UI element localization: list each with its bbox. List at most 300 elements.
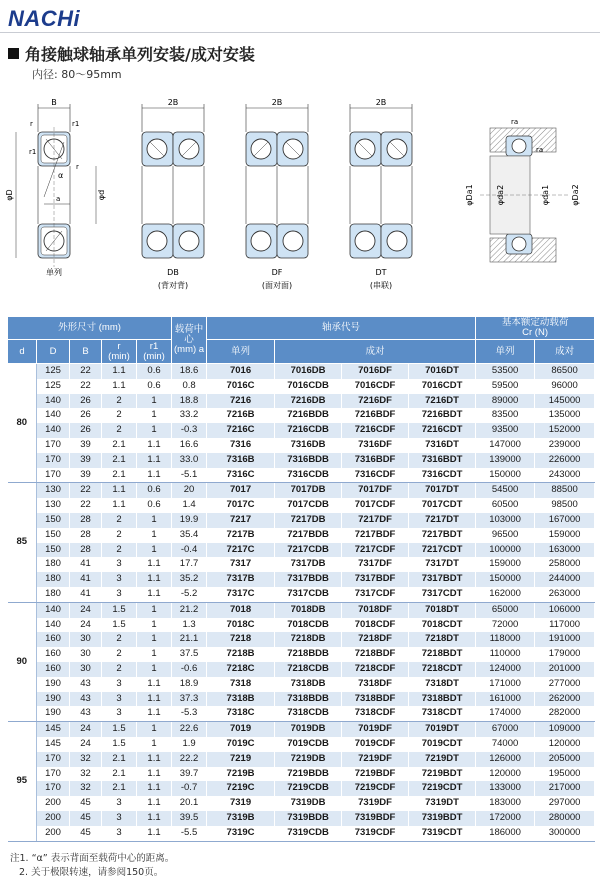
table-row [8,811,595,826]
table-cell: 7319 [207,796,275,811]
table-cell: 22 [70,379,102,394]
table-cell: -5.5 [172,826,207,841]
table-cell: 7318B [207,692,275,707]
table-cell: 200 [37,796,70,811]
table-cell: 33.0 [172,453,207,468]
table-cell: 7316BDF [342,453,409,468]
table-cell: 200 [37,811,70,826]
table-row [8,781,595,796]
table-cell: 7017C [207,498,275,513]
table-cell: 7018CDF [342,618,409,633]
table-cell: 7218CDB [275,662,342,677]
table-cell: 1 [137,423,172,438]
table-cell: 43 [70,677,102,692]
table-row [8,453,595,468]
table-cell: 7016 [207,364,275,379]
table-cell: 7217C [207,543,275,558]
table-cell: -0.6 [172,662,207,677]
table-cell: 32 [70,752,102,767]
table-cell: 67000 [476,722,535,737]
table-cell: 2 [102,423,137,438]
table-cell: 20 [172,483,207,498]
table-cell: 7017DB [275,483,342,498]
table-cell: 145 [37,737,70,752]
table-cell: 39 [70,453,102,468]
table-cell: 7017 [207,483,275,498]
table-cell: 280000 [535,811,595,826]
table-cell: 3 [102,826,137,841]
single-r1-label: r1 [72,120,80,128]
table-cell: 22.6 [172,722,207,737]
table-cell: 24 [70,602,102,617]
table-cell: 140 [37,618,70,633]
table-cell: 7218 [207,632,275,647]
table-cell: 7216C [207,423,275,438]
table-cell: 125 [37,364,70,379]
table-cell: 200 [37,826,70,841]
table-cell: 118000 [476,632,535,647]
table-cell: 0.6 [137,379,172,394]
header-r-text: r [117,340,121,352]
table-cell: 7219CDF [342,781,409,796]
single-caption: 单列 [46,268,62,277]
table-cell: 1.1 [137,767,172,782]
mount-phida1-label: φda1 [541,184,550,206]
table-cell: 37.5 [172,647,207,662]
table-cell: 26 [70,394,102,409]
table-cell: 110000 [476,647,535,662]
table-cell: 7218CDF [342,662,409,677]
table-cell: 7317CDB [275,587,342,602]
table-row [8,602,595,617]
single-phiD-label: φD [5,189,14,201]
table-cell: 7016C [207,379,275,394]
table-cell: 1.1 [137,826,172,841]
table-cell: 1 [137,408,172,423]
table-cell: 7317DF [342,557,409,572]
table-cell: 7216BDB [275,408,342,423]
table-cell: 1.1 [137,572,172,587]
table-cell: 7217CDT [409,543,476,558]
table-cell: 7018DB [275,602,342,617]
table-cell: 7216CDT [409,423,476,438]
page-subtitle: 内径: 80～95mm [32,68,122,81]
table-cell: 7319DF [342,796,409,811]
table-cell: 1.1 [137,692,172,707]
table-cell: -5.1 [172,468,207,483]
table-cell: 159000 [476,557,535,572]
table-cell: 106000 [535,602,595,617]
table-cell: 183000 [476,796,535,811]
table-row [8,528,595,543]
table-cell: 1 [137,618,172,633]
table-cell: 7317B [207,572,275,587]
table-cell: 125 [37,379,70,394]
table-cell: 163000 [535,543,595,558]
table-cell: 7017DT [409,483,476,498]
table-cell: 7316BDT [409,453,476,468]
dt-caption: DT [375,268,387,277]
table-row [8,498,595,513]
table-cell: 19.9 [172,513,207,528]
table-cell: 1.1 [137,811,172,826]
table-cell: 18.6 [172,364,207,379]
table-cell: 7019DT [409,722,476,737]
table-cell: 7316B [207,453,275,468]
table-cell: 1.5 [102,722,137,737]
table-cell: 7316CDT [409,468,476,483]
table-cell: 7016DB [275,364,342,379]
table-cell: 35.4 [172,528,207,543]
table-cell: 7219 [207,752,275,767]
table-cell: 7317 [207,557,275,572]
table-cell: 217000 [535,781,595,796]
table-cell: 7318BDF [342,692,409,707]
single-a-label: a [56,195,61,203]
table-cell: -0.4 [172,543,207,558]
table-cell: 7019CDF [342,737,409,752]
table-cell: 7319BDF [342,811,409,826]
table-cell: 7019DF [342,722,409,737]
dt-pair-diagram [350,98,412,290]
table-cell: 1.1 [137,438,172,453]
table-cell: 7316DF [342,438,409,453]
dt-subcaption: (串联) [369,281,393,290]
table-cell: 7318CDT [409,706,476,721]
table-cell: 243000 [535,468,595,483]
table-cell: 162000 [476,587,535,602]
db-subcaption: (背对背) [157,281,189,290]
table-row [8,468,595,483]
mount-ra-side-label: ra [536,146,544,154]
table-cell: 7318DB [275,677,342,692]
page-title-text: 角接触球轴承单列安装/成对安装 [25,45,255,64]
table-cell: 7319C [207,826,275,841]
table-cell: 1.1 [137,587,172,602]
table-cell: 150 [37,543,70,558]
header-rating-single: 单列 [476,340,535,364]
table-row [8,438,595,453]
header-r-min: (min) [108,350,130,362]
table-cell: 263000 [535,587,595,602]
table-cell: 152000 [535,423,595,438]
table-cell: 226000 [535,453,595,468]
table-cell: 7216CDF [342,423,409,438]
table-cell: 45 [70,796,102,811]
table-cell: 262000 [535,692,595,707]
table-cell: 7216BDT [409,408,476,423]
table-cell: -5.2 [172,587,207,602]
table-cell: 30 [70,632,102,647]
header-rating-text: 基本额定动载荷 [501,317,569,329]
table-cell: 41 [70,557,102,572]
table-row [8,722,595,737]
table-cell: 3 [102,677,137,692]
table-cell: 140 [37,602,70,617]
table-cell: 7319B [207,811,275,826]
header-dims: 外形尺寸 (mm) [8,317,172,340]
table-cell: 7317BDT [409,572,476,587]
table-cell: 7318BDB [275,692,342,707]
table-cell: 174000 [476,706,535,721]
table-row [8,826,595,841]
table-cell: 28 [70,528,102,543]
table-cell: 33.2 [172,408,207,423]
table-cell: 7316BDB [275,453,342,468]
df-pair-diagram [246,98,308,290]
table-cell: 2.1 [102,468,137,483]
table-cell: 7218BDT [409,647,476,662]
header-rating [476,317,595,340]
table-cell: 7317C [207,587,275,602]
table-cell: 7217DT [409,513,476,528]
table-cell: 7317CDT [409,587,476,602]
table-cell: 96500 [476,528,535,543]
table-cell: 7018CDB [275,618,342,633]
table-cell: 239000 [535,438,595,453]
table-cell: 7016DF [342,364,409,379]
table-cell: 7217DF [342,513,409,528]
table-cell: 191000 [535,632,595,647]
table-cell: 7316CDF [342,468,409,483]
table-cell: 0.6 [137,498,172,513]
table-cell: 7318C [207,706,275,721]
footnote-2: 2. 关于极限转速，请参阅150页。 [19,867,164,878]
table-cell: 172000 [476,811,535,826]
table-cell: 7216DB [275,394,342,409]
table-cell: 120000 [476,767,535,782]
mounting-diagram [465,118,580,262]
table-cell: 7216BDF [342,408,409,423]
table-cell: 140 [37,394,70,409]
table-cell: 7219CDB [275,781,342,796]
table-cell: 1 [137,543,172,558]
table-cell: 7218DF [342,632,409,647]
table-cell: 7219DB [275,752,342,767]
table-cell: 7316C [207,468,275,483]
table-cell: 170 [37,438,70,453]
table-cell: 179000 [535,647,595,662]
table-cell: 159000 [535,528,595,543]
table-cell: 0.6 [137,483,172,498]
brand-logo: NACHi [8,6,81,31]
table-cell: 2 [102,662,137,677]
table-cell: 26 [70,423,102,438]
table-cell: 7219BDF [342,767,409,782]
table-cell: 41 [70,587,102,602]
table-row [8,632,595,647]
df-subcaption: (面对面) [261,281,293,290]
table-cell: 2 [102,647,137,662]
table-cell: 7216DF [342,394,409,409]
table-cell: 7017CDF [342,498,409,513]
table-cell: 7319CDT [409,826,476,841]
single-phid-label: φd [97,189,106,201]
table-cell: 1.1 [102,498,137,513]
table-cell: 7319BDB [275,811,342,826]
table-cell: 7016DT [409,364,476,379]
table-cell: 54500 [476,483,535,498]
table-cell: 24 [70,737,102,752]
table-row [8,677,595,692]
table-cell: 7316DT [409,438,476,453]
table-cell: 7218C [207,662,275,677]
header-d: d [8,340,37,364]
table-cell: 1.5 [102,602,137,617]
table-cell: 22.2 [172,752,207,767]
table-cell: 22 [70,483,102,498]
table-cell: 18.8 [172,394,207,409]
table-cell: 7317DT [409,557,476,572]
table-row [8,662,595,677]
table-cell: 7319BDT [409,811,476,826]
table-row [8,692,595,707]
header-load-center-unit: (mm) a [174,343,205,355]
table-cell: 2 [102,408,137,423]
table-cell: 7319CDF [342,826,409,841]
table-cell: 7316 [207,438,275,453]
header-bearing-code: 轴承代号 [207,317,476,340]
header-r1 [137,340,172,364]
table-cell: 1.1 [137,706,172,721]
table-cell: 195000 [535,767,595,782]
table-cell: 180 [37,587,70,602]
header-pair: 成对 [275,340,476,364]
table-cell: 24 [70,722,102,737]
table-cell: 7219DF [342,752,409,767]
table-cell: 39.5 [172,811,207,826]
table-cell: 171000 [476,677,535,692]
table-cell: 53500 [476,364,535,379]
table-cell: 35.2 [172,572,207,587]
table-cell: 7218BDF [342,647,409,662]
table-cell: 96000 [535,379,595,394]
table-cell: 7319DB [275,796,342,811]
table-cell: 3 [102,811,137,826]
table-cell: 150 [37,513,70,528]
header-load-center-text: 载荷中心 [174,324,204,346]
table-cell: 1.1 [137,752,172,767]
table-cell: 30 [70,647,102,662]
table-cell: 3 [102,706,137,721]
table-cell: 258000 [535,557,595,572]
table-cell: 1.1 [137,557,172,572]
table-cell: 59500 [476,379,535,394]
table-cell: 7318DF [342,677,409,692]
table-row [8,737,595,752]
table-cell: 7216B [207,408,275,423]
table-cell: 7218BDB [275,647,342,662]
mount-phida2-label: φda2 [496,184,505,206]
table-row [8,572,595,587]
table-cell: 86500 [535,364,595,379]
table-cell: 1 [137,737,172,752]
table-cell: 7016CDB [275,379,342,394]
table-cell: 2.1 [102,438,137,453]
table-cell: 1.5 [102,618,137,633]
table-cell: 7219C [207,781,275,796]
header-divider [0,32,600,33]
table-cell: 297000 [535,796,595,811]
mount-phiDa1-label: φDa1 [465,184,474,206]
table-cell: 2 [102,543,137,558]
single-width-label: B [51,98,57,107]
table-cell: 7218CDT [409,662,476,677]
table-cell: 2.1 [102,781,137,796]
single-r-side-label: r [76,163,79,171]
table-cell: 1.1 [137,781,172,796]
single-row-diagram [5,98,106,277]
table-cell: 170 [37,453,70,468]
table-cell: 100000 [476,543,535,558]
table-cell: 7217BDT [409,528,476,543]
table-cell: 150000 [476,468,535,483]
table-cell: 74000 [476,737,535,752]
table-cell: 140 [37,408,70,423]
table-row [8,767,595,782]
table-cell: 1.9 [172,737,207,752]
table-cell: 167000 [535,513,595,528]
table-cell: 145000 [535,394,595,409]
table-cell: 7219CDT [409,781,476,796]
table-cell: 7217BDB [275,528,342,543]
table-cell: 126000 [476,752,535,767]
db-caption: DB [167,268,179,277]
table-cell: 170 [37,781,70,796]
mount-phiDa2-label: φDa2 [571,184,580,206]
bearing-table-wrap [7,316,594,842]
table-cell: 88500 [535,483,595,498]
table-cell: 300000 [535,826,595,841]
table-cell: 0.6 [137,364,172,379]
table-cell: 60500 [476,498,535,513]
table-cell: 7018DF [342,602,409,617]
table-cell: 7217DB [275,513,342,528]
table-cell: 7019C [207,737,275,752]
table-cell: 7216DT [409,394,476,409]
table-cell: 1 [137,528,172,543]
table-cell: 3 [102,587,137,602]
table-row [8,557,595,572]
table-row [8,483,595,498]
table-cell: 160 [37,647,70,662]
table-cell: 1.1 [102,364,137,379]
table-cell: 190 [37,677,70,692]
table-cell: 41 [70,572,102,587]
table-cell: 1 [137,602,172,617]
table-cell: 72000 [476,618,535,633]
bearing-table [7,316,595,842]
table-cell: 93500 [476,423,535,438]
table-cell: 98500 [535,498,595,513]
table-cell: 7217BDF [342,528,409,543]
table-row [8,423,595,438]
table-cell: 150 [37,528,70,543]
table-cell: 7219BDT [409,767,476,782]
bore-diameter-cell: 90 [8,602,37,721]
header-r1-text: r1 [149,340,159,352]
table-cell: 244000 [535,572,595,587]
header-B: B [70,340,102,364]
table-cell: 7017DF [342,483,409,498]
table-row [8,618,595,633]
table-cell: 7218B [207,647,275,662]
bearing-diagrams [0,92,600,304]
table-cell: 124000 [476,662,535,677]
table-cell: 1 [137,394,172,409]
table-cell: 130 [37,498,70,513]
table-cell: 7016CDF [342,379,409,394]
